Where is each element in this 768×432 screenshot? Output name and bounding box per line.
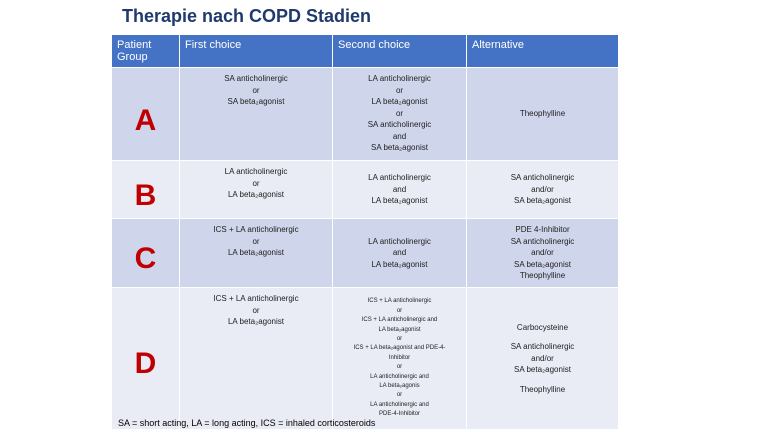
group-letter: C: [134, 242, 157, 275]
group-cell: [112, 68, 180, 161]
cell-line: Carbocysteine: [516, 322, 569, 332]
cell-line: or: [252, 305, 260, 315]
cell-line: SA beta₂agonist: [514, 365, 571, 375]
cell-line: LA beta₂agonist: [378, 326, 421, 333]
page-title: Therapie nach COPD Stadien: [122, 6, 372, 26]
table-header-row: [112, 35, 619, 68]
cell-line: LA beta₂agonist: [371, 259, 428, 269]
group-cell: [112, 288, 180, 430]
cell-line: LA beta₂agonist: [371, 97, 428, 106]
cell-line: SA anticholinergic: [510, 173, 575, 183]
cell-line: or: [395, 108, 404, 118]
cell-line: LA anticholinergic: [224, 167, 288, 176]
cell-line: LA anticholinergic: [368, 236, 431, 246]
alternative-cell: [467, 68, 619, 161]
cell-line: LA beta₂agonist: [371, 196, 428, 206]
cell-line: ICS + LA anticholinergic: [213, 294, 299, 303]
first-choice-cell: [180, 161, 333, 219]
alternative-cell: [467, 288, 619, 430]
table-row: [112, 68, 619, 161]
second-choice-cell: [333, 161, 467, 219]
alternative-cell: [467, 161, 619, 219]
header-first-choice: First choice: [180, 35, 333, 68]
cell-line: and/or: [531, 353, 554, 363]
cell-line: and/or: [531, 184, 554, 194]
cell-line: and: [392, 131, 407, 141]
cell-line: LA beta₂agonist: [227, 317, 285, 326]
cell-line: ICS + LA anticholinergic: [367, 298, 432, 305]
cell-line: ICS + LA beta₂agonist and PDE-4-: [353, 345, 446, 352]
cell-line: or: [396, 335, 403, 342]
first-choice-cell: [180, 219, 333, 288]
cell-line: SA beta₂agonist: [514, 196, 571, 206]
footnote: SA = short acting, LA = long acting, ICS = inhaled corticosteroids: [118, 418, 376, 428]
cell-line: Inhibitor: [388, 354, 411, 361]
group-letter: B: [134, 178, 157, 212]
cell-line: SA anticholinergic: [367, 120, 432, 129]
cell-line: [467, 376, 618, 384]
cell-line: or: [252, 85, 260, 95]
group-letter: D: [134, 346, 157, 380]
cell-line: and: [392, 184, 407, 194]
cell-line: LA anticholinergic: [368, 173, 431, 183]
cell-line: SA anticholinergic: [510, 236, 575, 246]
cell-line: SA beta₂agonist: [514, 259, 571, 269]
cell-line: PDE-4-Inhibitor: [378, 411, 420, 418]
cell-line: SA anticholinergic: [510, 342, 575, 352]
alternative-cell: [467, 219, 619, 288]
group-letter: A: [134, 103, 157, 137]
second-choice-cell: [333, 68, 467, 161]
cell-line: [467, 333, 618, 341]
cell-line: LA beta₂agonist: [227, 190, 285, 199]
cell-line: LA anticholinergic: [368, 74, 431, 83]
second-choice-cell: [333, 288, 467, 430]
cell-line: Theophylline: [519, 384, 566, 394]
header-alternative: Alternative: [467, 35, 619, 68]
cell-line: or: [395, 85, 404, 95]
cell-line: ICS + LA anticholinergic: [213, 225, 299, 234]
second-choice-cell: [333, 219, 467, 288]
cell-line: or: [396, 364, 403, 371]
cell-line: SA beta₂agonist: [371, 143, 428, 152]
cell-line: SA anticholinergic: [224, 74, 288, 83]
cell-line: PDE 4-Inhibitor: [515, 225, 570, 235]
cell-line: or: [252, 236, 260, 246]
cell-line: LA beta₂agonist: [227, 248, 285, 257]
header-second-choice: Second choice: [333, 35, 467, 68]
first-choice-cell: [180, 288, 333, 430]
cell-line: and/or: [531, 248, 554, 258]
cell-line: or: [252, 178, 260, 188]
copd-therapy-table: [111, 34, 619, 430]
header-patient-group: Patient Group: [112, 35, 180, 68]
cell-line: SA beta₂agonist: [227, 97, 285, 106]
cell-line: Theophylline: [519, 109, 566, 119]
cell-line: or: [396, 392, 403, 399]
cell-line: ICS + LA anticholinergic and: [361, 317, 438, 324]
table-row: [112, 219, 619, 288]
table-row: [112, 161, 619, 219]
table-row: [112, 288, 619, 430]
cell-line: Theophylline: [519, 271, 566, 281]
first-choice-cell: [180, 68, 333, 161]
group-cell: [112, 219, 180, 288]
cell-line: and: [392, 248, 407, 258]
group-cell: [112, 161, 180, 219]
cell-line: LA anticholinergic and: [370, 373, 429, 380]
cell-line: or: [396, 307, 403, 314]
cell-line: LA beta₂agonis: [379, 383, 420, 390]
cell-line: LA anticholinergic and: [370, 401, 429, 408]
